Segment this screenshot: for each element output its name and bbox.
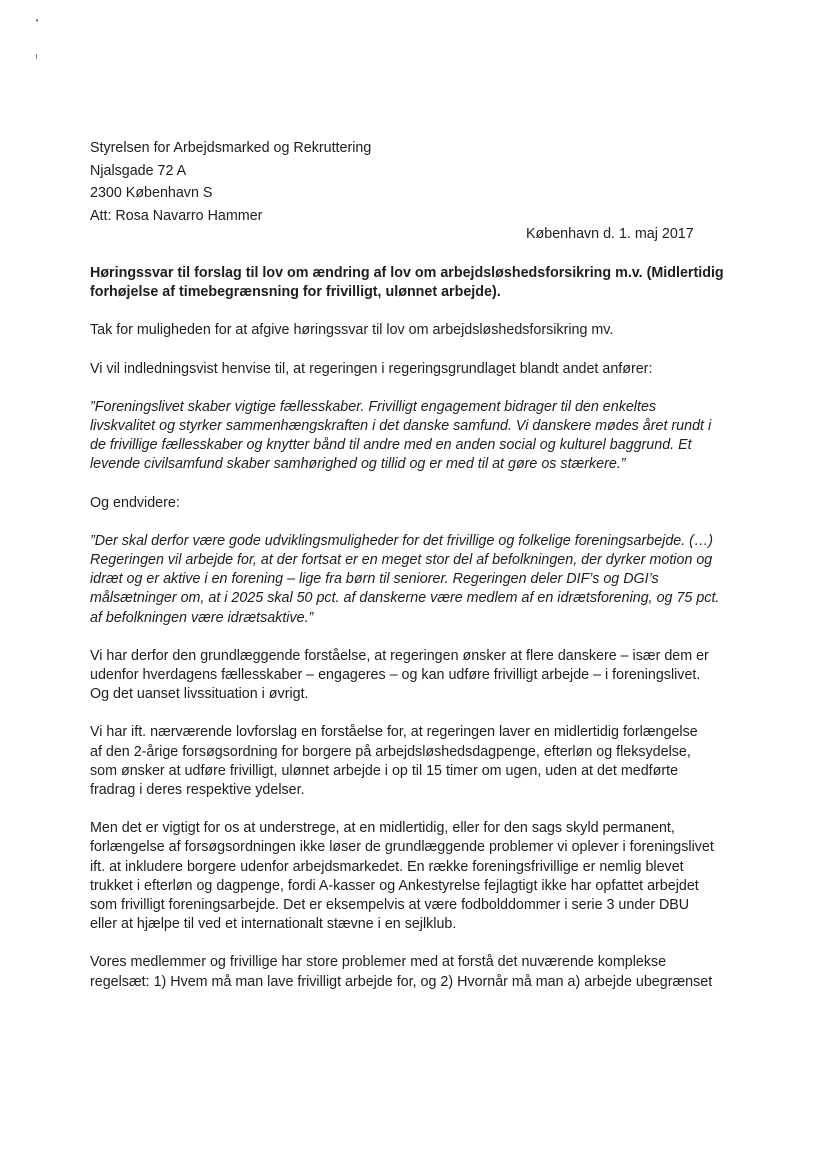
text-line: Og det uanset livssituation i øvrigt. [90, 686, 309, 703]
paragraph [90, 723, 742, 800]
letter-title [90, 264, 742, 302]
quote-block [90, 532, 742, 628]
recipient-line: 2300 København S [90, 185, 213, 202]
paragraph [90, 494, 742, 513]
text-line: Og endvidere: [90, 494, 180, 511]
paragraph [90, 321, 742, 340]
title-line: Høringssvar til forslag til lov om ændring af lov om arbejdsløshedsforsikring m.v. (Midlertidig [90, 265, 724, 281]
text-line: af den 2-årige forsøgsordning for borgere på arbejdsløshedsdagpenge, efterløn og fleksydelse, [90, 743, 691, 760]
paragraph [90, 360, 742, 379]
text-line: regelsæt: 1) Hvem må man lave frivilligt arbejde for, og 2) Hvornår må man a) arbejde ubegrænset [90, 973, 713, 990]
text-line: Vi har derfor den grundlæggende forståelse, at regeringen ønsker at flere danskere – især dem er [90, 647, 709, 664]
scan-speck [36, 54, 37, 59]
paragraph [90, 819, 742, 934]
quote-line: levende civilsamfund skaber samhørighed og tillid og er med til at gøre os stærkere.” [90, 456, 626, 473]
text-line: udenfor hverdagens fællesskaber – engageres – og kan udføre frivilligt arbejde – i foreningslivet. [90, 667, 701, 684]
quote-line: målsætninger om, at i 2025 skal 50 pct. af danskerne være medlem af en idrætsforening, og 75 pct. [90, 590, 720, 607]
title-line: forhøjelse af timebegrænsning for frivilligt, ulønnet arbejde). [90, 284, 501, 301]
text-line: som frivilligt foreningsarbejde. Det er eksempelvis at være fodbolddommer i serie 3 under DBU [90, 897, 690, 914]
letter-date: København d. 1. maj 2017 [526, 226, 694, 242]
quote-line: af befolkningen være idrætsaktive.” [90, 609, 314, 626]
paragraph [90, 647, 742, 705]
text-line: fradrag i deres respektive ydelser. [90, 782, 305, 799]
text-line: Vores medlemmer og frivillige har store problemer med at forstå det nuværende komplekse [90, 954, 667, 971]
recipient-line: Njalsgade 72 A [90, 162, 187, 179]
text-line: eller at hjælpe til ved et internationalt stævne i en sejlklub. [90, 916, 457, 933]
text-line: ift. at inkludere borgere udenfor arbejdsmarkedet. En række foreningsfrivillige er nemlig blevet [90, 858, 684, 875]
quote-line: ”Foreningslivet skaber vigtige fællesskaber. Frivilligt engagement bidrager til den enkeltes [90, 398, 657, 415]
text-line: som ønsker at udføre frivilligt, ulønnet arbejde i op til 15 timer om ugen, uden at det medførte [90, 762, 679, 779]
text-line: Vi vil indledningsvist henvise til, at regeringen i regeringsgrundlaget blandt andet anfører: [90, 360, 653, 377]
quote-line: Regeringen vil arbejde for, at der fortsat er en meget stor del af befolkningen, der dyrker motion og [90, 552, 713, 569]
text-line: Men det er vigtigt for os at understrege, at en midlertidig, eller for den sags skyld permanent, [90, 820, 675, 837]
quote-line: idræt og er aktive i en forening – lige fra børn til seniorer. Regeringen deler DIF’s og DGI’s [90, 571, 659, 588]
quote-block [90, 398, 742, 475]
recipient-address [90, 137, 371, 227]
text-line: Vi har ift. nærværende lovforslag en forståelse for, at regeringen laver en midlertidig forlængelse [90, 724, 698, 741]
letter-body [90, 264, 742, 992]
text-line: trukket i efterløn og dagpenge, fordi A-kasser og Ankestyrelse fejlagtigt ikke har opfattet arbejdet [90, 877, 699, 894]
text-line: forlængelse af forsøgsordningen ikke løser de grundlæggende problemer vi oplever i foreningslivet [90, 839, 714, 856]
quote-line: de frivillige fællesskaber og knytter bånd til andre med en anden social og kulturel baggrund. Et [90, 437, 692, 454]
paragraph [90, 953, 742, 991]
text-line: Tak for muligheden for at afgive høringssvar til lov om arbejdsløshedsforsikring mv. [90, 322, 614, 339]
quote-line: ”Der skal derfor være gode udviklingsmuligheder for det frivillige og folkelige foreningsarbejde. (…) [90, 532, 714, 549]
recipient-line: Styrelsen for Arbejdsmarked og Rekruttering [90, 140, 372, 156]
recipient-line: Att: Rosa Navarro Hammer [90, 207, 263, 224]
scan-speck [36, 19, 38, 22]
quote-line: livskvalitet og styrker sammenhængskraften i det danske samfund. Vi danskere mødes året rundt i [90, 418, 712, 435]
